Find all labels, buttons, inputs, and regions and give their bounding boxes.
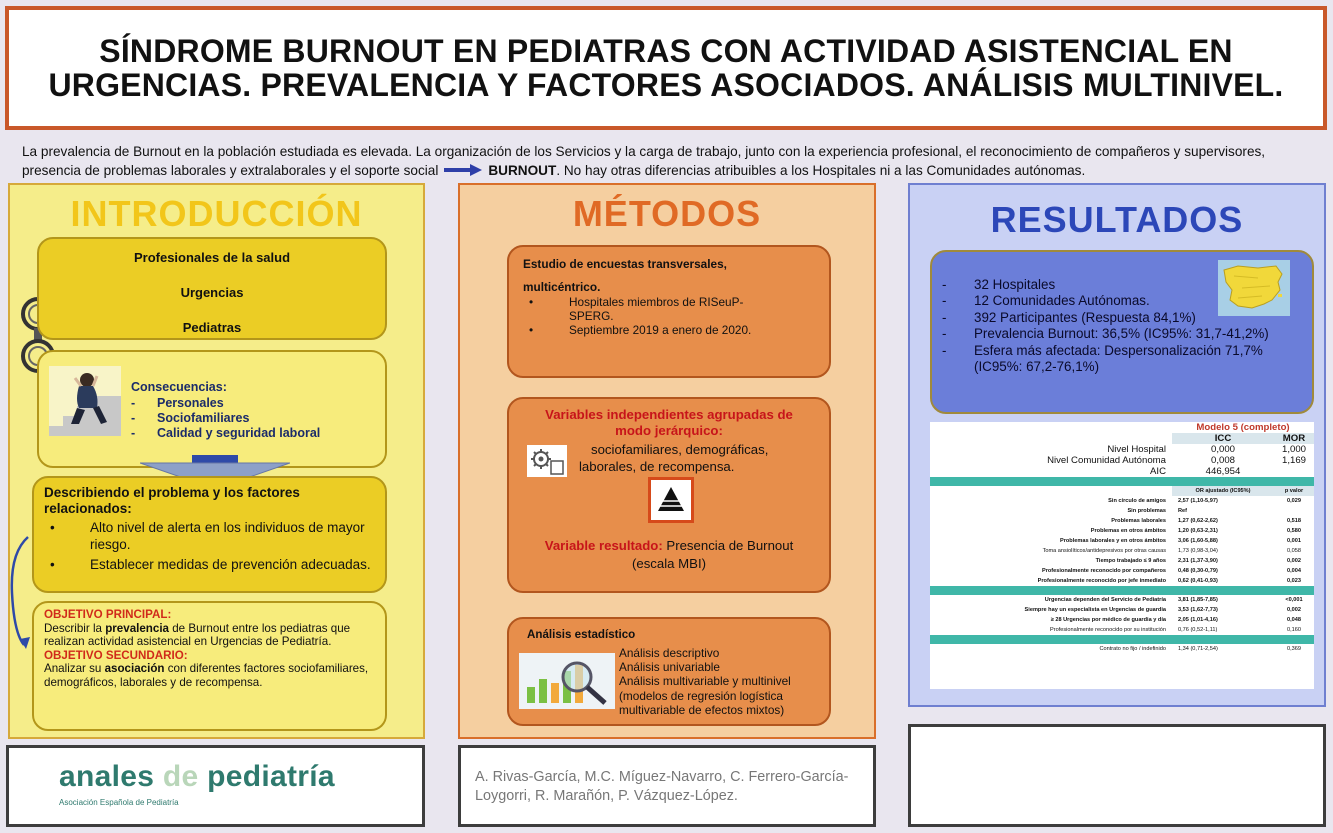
- row-label: Problemas laborales y en otros ámbitos: [1059, 538, 1166, 544]
- top-row-mor: [1274, 466, 1314, 477]
- table-row: [930, 526, 1314, 536]
- methods-heading: MÉTODOS: [572, 193, 762, 234]
- results-table: [930, 422, 1314, 689]
- row-p: 0,001: [1287, 538, 1301, 544]
- row-or: 2,05 (1,01-4,16): [1178, 617, 1218, 623]
- analytics-chart-image: [519, 653, 615, 709]
- analysis-title: Análisis estadístico: [527, 628, 636, 641]
- journal-logo: anales de pediatría Asociación Española de Pediatría: [59, 760, 335, 807]
- row-or: 2,31 (1,37-3,90): [1178, 558, 1218, 564]
- model-title: Modelo 5 (completo): [1196, 422, 1290, 433]
- outcome-variable: [539, 537, 799, 573]
- describing-item: • Establecer medidas de prevención adecuadas.: [44, 556, 375, 573]
- objective-main-text: Describir la prevalencia de Burnout entre los pediatras que realizan actividad asistencial en Urgencias de Pediatría.: [44, 621, 351, 649]
- analysis-item: Análisis multivariable y multinivel (modelos de regresión logística multivariable de efectos mixtos): [619, 674, 791, 717]
- results-list: [942, 277, 1300, 375]
- top-row-label: Nivel Hospital: [1107, 444, 1166, 455]
- analysis-box: [507, 617, 831, 726]
- row-label: Profesionalmente reconocido por su institución: [1050, 627, 1166, 633]
- row-or: 0,62 (0,41-0,93): [1178, 578, 1218, 584]
- intro-heading: INTRODUCCIÓN: [70, 193, 363, 234]
- study-item: • Septiembre 2019 a enero de 2020.: [523, 323, 815, 337]
- table-row: [930, 576, 1314, 586]
- row-p: 0,160: [1287, 627, 1301, 633]
- context-professionals: Profesionales de la salud: [133, 250, 291, 265]
- intro-column: [8, 183, 425, 739]
- or-group-3: [930, 644, 1314, 654]
- row-p: [1274, 506, 1314, 516]
- top-row-icc: 0,000: [1210, 444, 1235, 455]
- row-label: Urgencias dependen del Servicio de Pediatría: [1044, 597, 1166, 603]
- col-p: p valor: [1274, 486, 1314, 496]
- methods-column: [458, 183, 876, 739]
- journal-logo-sub: Asociación Española de Pediatría: [59, 798, 179, 807]
- table-row: [930, 496, 1314, 506]
- top-row-icc: 446,954: [1205, 466, 1241, 477]
- study-title-1: Estudio de encuestas transversales,: [523, 257, 727, 271]
- row-or: 1,27 (0,62-2,62): [1178, 518, 1218, 524]
- stressed-person-image: [49, 366, 121, 436]
- row-p: 0,029: [1287, 498, 1301, 504]
- row-p: 0,023: [1287, 578, 1301, 584]
- row-p: 0,058: [1287, 548, 1301, 554]
- objectives-box: [32, 601, 387, 731]
- row-p: 0,518: [1287, 518, 1301, 524]
- summary-bold: BURNOUT: [488, 163, 557, 178]
- objective-secondary-label: OBJETIVO SECUNDARIO:: [44, 648, 188, 662]
- hierarchy-pyramid-icon: [648, 477, 694, 523]
- summary-text-1: La prevalencia de Burnout en la población estudiada es elevada. La organización de los Servicios y la carga de trabajo, junto con la experiencia profesional, el reconocimiento de compañeros y supervisores, presencia de problemas laborales y extralaborales y el soporte social: [22, 144, 1266, 178]
- results-item: - 392 Participantes (Respuesta 84,1%): [942, 309, 1196, 325]
- top-row-mor: 1,000: [1281, 444, 1306, 455]
- study-title-2: multicéntrico.: [523, 280, 601, 294]
- table-row: [930, 625, 1314, 635]
- table-row: [930, 546, 1314, 556]
- row-label: Profesionalmente reconocido por compañeros: [1041, 568, 1166, 574]
- outcome-text: Presencia de Burnout (escala MBI): [631, 538, 794, 571]
- right-arrow-icon: [444, 164, 482, 176]
- results-item: - Esfera más afectada: Despersonalización 71,7% (IC95%: 67,2-76,1%): [942, 342, 1263, 375]
- row-or: 3,06 (1,60-5,88): [1178, 538, 1218, 544]
- variables-title: Variables independientes agrupadas de modo jerárquico:: [545, 407, 793, 438]
- objective-main-label: OBJETIVO PRINCIPAL:: [44, 608, 172, 621]
- row-or: 3,81 (1,85-7,85): [1178, 597, 1218, 603]
- describing-item: • Alto nivel de alerta en los individuos de mayor riesgo.: [44, 519, 375, 553]
- results-heading: RESULTADOS: [990, 199, 1244, 240]
- authors-box: [458, 745, 876, 827]
- row-label: Tiempo trabajado ≤ 9 años: [1095, 558, 1166, 564]
- top-row-label: AIC: [1150, 466, 1166, 477]
- poster-title-box: [5, 6, 1327, 130]
- summary-text-2: . No hay otras diferencias atribuibles a los Hospitales ni a las Comunidades autónomas.: [556, 163, 1086, 178]
- conclusion-summary: [22, 142, 1317, 180]
- consequences-title: Consecuencias:: [131, 380, 227, 394]
- table-row: [930, 595, 1314, 605]
- row-label: Problemas en otros ámbitos: [1090, 528, 1166, 534]
- results-column: [908, 183, 1326, 707]
- row-p: 0,004: [1287, 568, 1301, 574]
- or-group-1: [930, 496, 1314, 586]
- study-list: [523, 295, 815, 337]
- table-row: [930, 506, 1314, 516]
- row-label: Contrato no fijo / indefinido: [1099, 646, 1166, 652]
- row-or: 1,20 (0,63-2,31): [1178, 528, 1218, 534]
- consequence-item: - Sociofamiliares: [131, 411, 250, 425]
- describing-list: [44, 519, 375, 573]
- study-design-box: [507, 245, 831, 378]
- poster-title-line-2: URGENCIAS. PREVALENCIA Y FACTORES ASOCIADOS. ANÁLISIS MULTINIVEL.: [48, 67, 1284, 103]
- table-band: [930, 477, 1314, 486]
- col-mor: MOR: [1274, 433, 1314, 444]
- intro-consequences-box: [37, 350, 387, 468]
- row-label: Profesionalmente reconocido por jefe inmediato: [1037, 578, 1166, 584]
- col-or: OR ajustado (IC95%): [1172, 486, 1274, 496]
- top-row-mor: 1,169: [1281, 455, 1306, 466]
- consequence-item: - Calidad y seguridad laboral: [131, 426, 321, 440]
- table-band: [930, 635, 1314, 644]
- context-pediatras: Pediatras: [182, 320, 242, 335]
- results-item: - 12 Comunidades Autónomas.: [942, 293, 1150, 309]
- row-or: 2,57 (1,10-5,97): [1178, 498, 1218, 504]
- analysis-item: Análisis univariable: [619, 660, 720, 675]
- row-label: Sin problemas: [1127, 508, 1166, 514]
- row-or: 1,73 (0,98-3,04): [1178, 548, 1218, 554]
- row-p: 0,048: [1287, 617, 1301, 623]
- describing-title: Describiendo el problema y los factores relacionados:: [44, 485, 300, 516]
- consequences-list: [131, 396, 320, 441]
- analysis-list: [619, 646, 819, 717]
- journal-logo-box: [6, 745, 425, 827]
- results-summary-box: [930, 250, 1314, 414]
- row-p: 0,580: [1287, 528, 1301, 534]
- consequence-item: - Personales: [131, 396, 224, 410]
- top-row-label: Nivel Comunidad Autónoma: [1047, 455, 1166, 466]
- table-row: [930, 615, 1314, 625]
- table-row: [930, 566, 1314, 576]
- row-p: 0,002: [1287, 607, 1301, 613]
- poster-title-line-1: SÍNDROME BURNOUT EN PEDIATRAS CON ACTIVIDAD ASISTENCIAL EN: [99, 33, 1233, 69]
- row-p: <0,001: [1285, 597, 1303, 603]
- row-label: ≥ 28 Urgencias por médico de guardia y día: [1050, 617, 1166, 623]
- or-table: [930, 486, 1314, 496]
- objective-secondary-text: Analizar su asociación con diferentes factores sociofamiliares, demográficos, laborales y de recompensa.: [44, 662, 369, 689]
- row-or: 0,76 (0,52-1,11): [1178, 627, 1218, 633]
- row-label: Problemas laborales: [1111, 518, 1166, 524]
- row-label: Siempre hay un especialista en Urgencias de guardia: [1024, 607, 1166, 613]
- table-row: [930, 536, 1314, 546]
- table-row: [930, 516, 1314, 526]
- row-label: Toma ansiolíticos/antidepresivos por otras causas: [1042, 548, 1166, 554]
- gear-document-icon: [527, 445, 567, 477]
- table-band: [930, 586, 1314, 595]
- empty-box: [908, 724, 1326, 827]
- row-label: Sin círculo de amigos: [1108, 498, 1166, 504]
- row-or: 3,53 (1,62-7,73): [1178, 607, 1218, 613]
- results-item: - 32 Hospitales: [942, 277, 1056, 292]
- outcome-label: Variable resultado:: [544, 538, 663, 553]
- intro-context-box: [37, 237, 387, 340]
- intro-describing-box: [32, 476, 387, 593]
- model-table: [930, 422, 1314, 486]
- variables-box: [507, 397, 831, 593]
- or-group-2: [930, 595, 1314, 635]
- row-or: 0,48 (0,30-0,79): [1178, 568, 1218, 574]
- row-p: 0,369: [1287, 646, 1301, 652]
- study-item: • Hospitales miembros de RISeuP-SPERG.: [523, 295, 815, 323]
- authors-text: A. Rivas-García, M.C. Míguez-Navarro, C. Ferrero-García-Loygorri, R. Marañón, P. Vázquez-López.: [475, 769, 849, 804]
- col-icc: ICC: [1172, 433, 1274, 444]
- top-row-icc: 0,008: [1210, 455, 1235, 466]
- context-urgencias: Urgencias: [180, 285, 244, 300]
- row-or: Ref: [1178, 508, 1188, 514]
- variables-text: sociofamiliares, demográficas, laborales, de recompensa.: [579, 442, 769, 474]
- analysis-item: Análisis descriptivo: [619, 646, 720, 660]
- table-row: [930, 644, 1314, 654]
- row-p: 0,002: [1287, 558, 1301, 564]
- table-row: [930, 556, 1314, 566]
- table-row: [930, 605, 1314, 615]
- row-or: 1,34 (0,71-2,54): [1178, 646, 1218, 652]
- results-item: - Prevalencia Burnout: 36,5% (IC95%: 31,7-41,2%): [942, 326, 1269, 342]
- curved-arrow-icon: [10, 533, 32, 653]
